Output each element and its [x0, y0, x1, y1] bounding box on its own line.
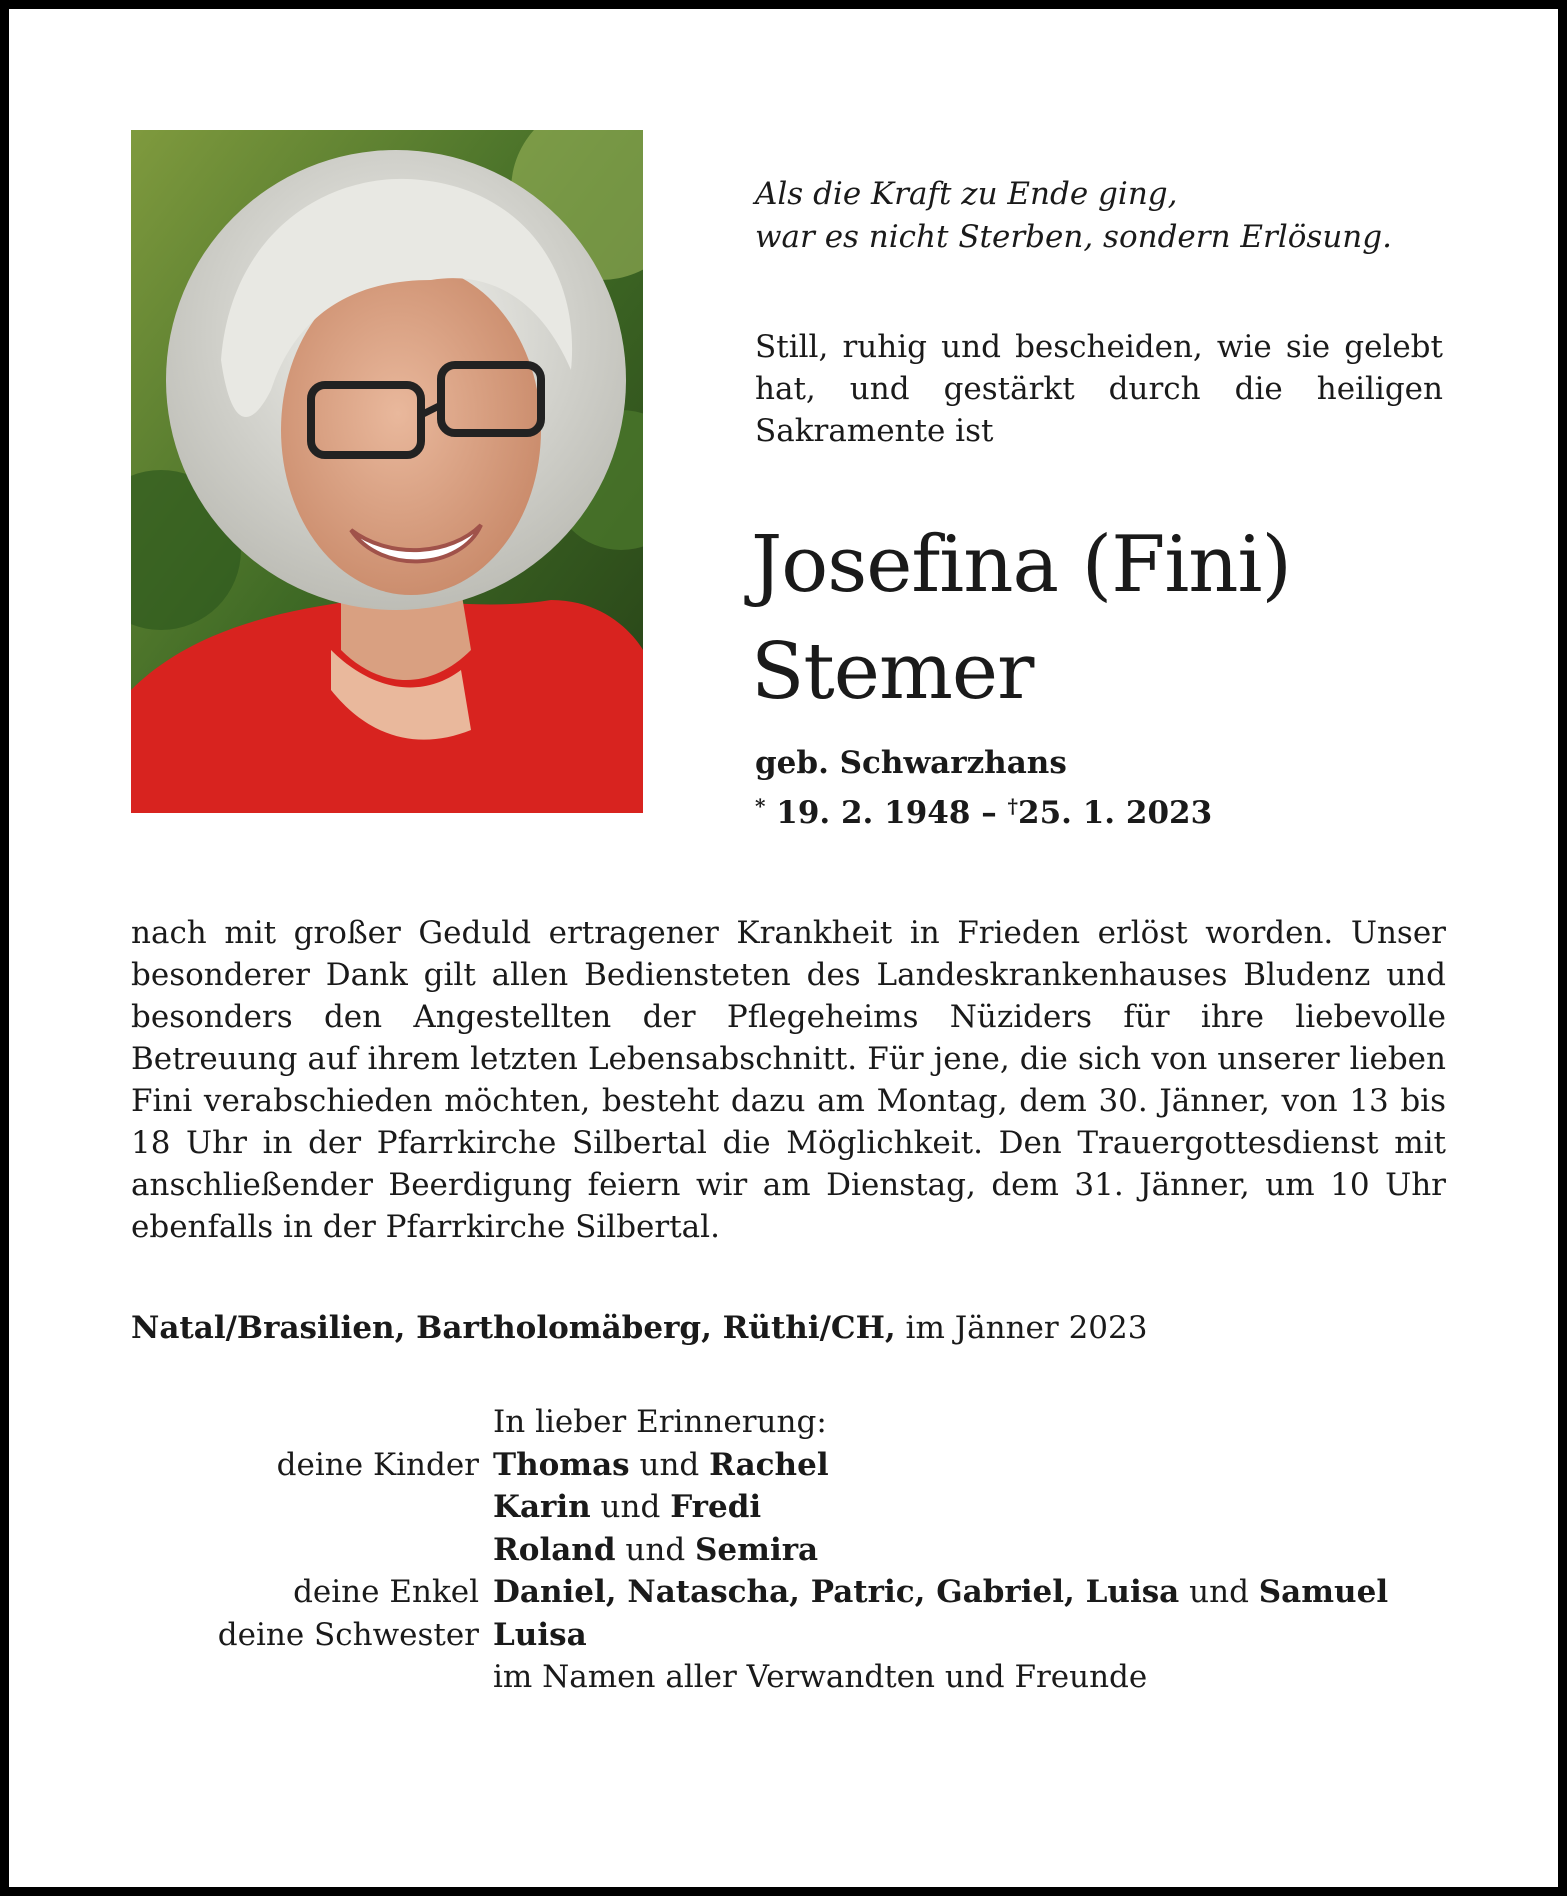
- family-row-closing: [131, 1656, 1451, 1699]
- family-row-sister: [131, 1614, 1451, 1657]
- child-name: Thomas: [493, 1446, 630, 1483]
- died-date: 25. 1. 2023: [1018, 795, 1213, 831]
- motto-line-1: Als die Kraft zu Ende ging,: [755, 176, 1178, 212]
- obituary-body: nach mit großer Geduld ertragener Krankheit in Frieden erlöst worden. Unser besonderer Dank gilt allen Bediensteten des Landeskrankenhauses Bludenz und besonders den Angestellten der Pflegeheims Nüziders für ihre liebevolle Betreuung auf ihrem letzten Lebensabschnitt. Für jene, die sich von unserer lieben Fini verabschieden möchten, besteht dazu am Montag, dem 30. Jänner, von 13 bis 18 Uhr in der Pfarrkirche Silbertal die Möglichkeit. Den Trauergottesdienst mit anschließender Beerdigung feiern wir am Dienstag, dem 31. Jänner, um 10 Uhr ebenfalls in der Pfarrkirche Silbertal.: [131, 915, 1446, 1245]
- died-symbol: †: [1007, 794, 1018, 818]
- child-name: Roland: [493, 1531, 616, 1568]
- name-line-2: Stemer: [751, 627, 1034, 717]
- family-row-grandchildren: deine Enkel Daniel, Natascha, Patric, Gabriel, Luisa und Samuel: [131, 1571, 1451, 1614]
- family-closing: im Namen aller Verwandten und Freunde: [493, 1659, 1148, 1695]
- grandchild-last-name: Samuel: [1258, 1574, 1389, 1610]
- family-row-children-3: Roland und Semira: [493, 1531, 819, 1568]
- motto-line-2: war es nicht Sterben, sondern Erlösung.: [755, 219, 1392, 255]
- place-month: im Jänner 2023: [905, 1310, 1148, 1346]
- grandchildren-names: Daniel, Natascha, Patric, Gabriel, Luisa: [493, 1574, 1180, 1610]
- sister-label: deine Schwester: [217, 1616, 479, 1653]
- child-partner-name: Semira: [695, 1531, 819, 1568]
- birth-name: geb. Schwarzhans: [755, 745, 1067, 781]
- family-row-children-1: deine Kinder Thomas und Rachel: [131, 1444, 1451, 1487]
- family-list: [131, 1401, 1451, 1699]
- child-partner-name: Rachel: [709, 1446, 829, 1483]
- born-symbol: *: [755, 794, 766, 818]
- date-separator: –: [981, 795, 997, 831]
- family-row-children-2: Karin und Fredi: [493, 1489, 762, 1525]
- life-dates: [755, 785, 1212, 835]
- place-date: [131, 1307, 1147, 1350]
- portrait-photo: [131, 130, 643, 813]
- children-label: deine Kinder: [276, 1446, 479, 1483]
- name-line-1: Josefina (Fini): [751, 520, 1291, 610]
- born-date: 19. 2. 1948: [776, 795, 971, 831]
- family-heading-row: [131, 1401, 1451, 1444]
- motto-quote: [755, 173, 1455, 259]
- family-heading: In lieber Erinnerung:: [493, 1404, 827, 1440]
- sister-name: Luisa: [493, 1616, 587, 1653]
- place-locations: Natal/Brasilien, Bartholomäberg, Rüthi/CH,: [131, 1310, 896, 1346]
- obituary-page: [9, 9, 1558, 1887]
- intro-text: Still, ruhig und bescheiden, wie sie gelebt hat, und gestärkt durch die heiligen Sakramente ist: [755, 329, 1443, 449]
- child-partner-name: Fredi: [670, 1489, 762, 1525]
- grandchildren-label: deine Enkel: [293, 1574, 479, 1610]
- child-name: Karin: [493, 1489, 591, 1525]
- deceased-name: [751, 512, 1491, 726]
